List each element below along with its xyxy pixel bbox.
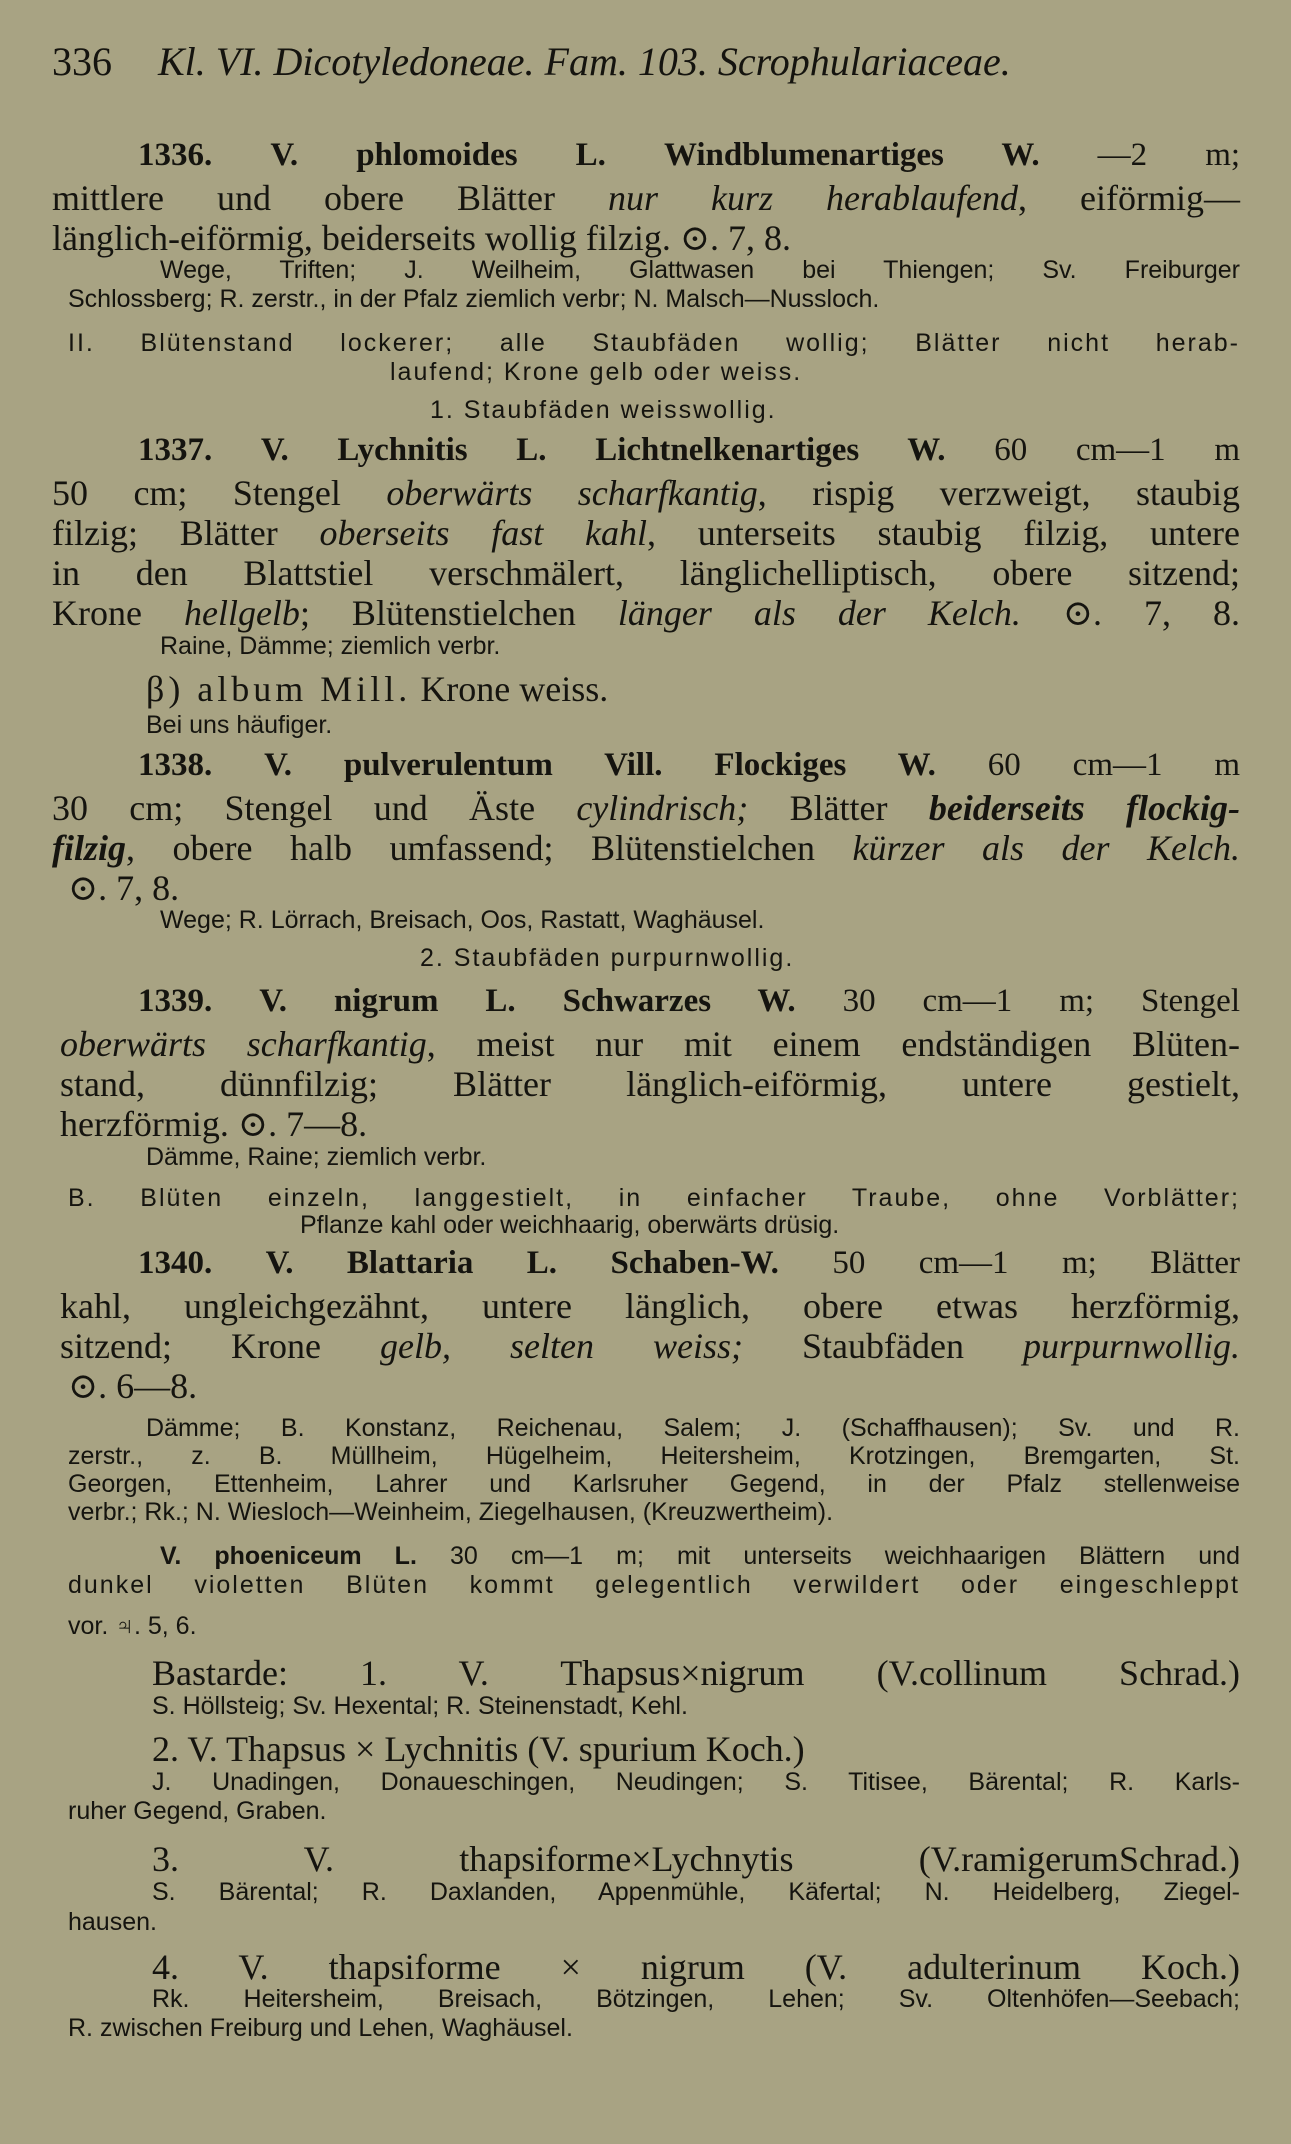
entry-number: 1338.: [138, 747, 213, 783]
entry-1340-heading: [60, 1245, 1240, 1282]
entry-1340-line-2: kahl, ungleichgezähnt, untere länglich, obere etwas herzförmig,: [60, 1286, 1240, 1326]
entry-1337-locations: Raine, Dämme; ziemlich verbr.: [160, 632, 501, 660]
entry-1336-locations-1: Wege, Triften; J. Weilheim, Glattwasen bei Thiengen; Sv. Freiburger: [160, 256, 1240, 284]
entry-1339-line-4: herzförmig. ⊙. 7—8.: [60, 1104, 368, 1144]
species-name: V. nigrum L.: [259, 983, 516, 1019]
entry-1337-heading: [60, 432, 1240, 469]
entry-1339-heading: [60, 983, 1240, 1020]
hybrid-4-locations-2: R. zwischen Freiburg und Lehen, Waghäusel.: [68, 2014, 573, 2042]
entry-1338-line-4: ⊙. 7, 8.: [68, 868, 180, 908]
entry-1337-line-5: Krone hellgelb; Blütenstielchen länger als der Kelch. ⊙. 7, 8.: [52, 593, 1241, 633]
hybrid-2-locations-1: J. Unadingen, Donaueschingen, Neudingen; S. Titisee, Bärental; R. Karls-: [152, 1768, 1240, 1796]
entry-1338-locations: Wege; R. Lörrach, Breisach, Oos, Rastatt, Waghäusel.: [160, 906, 765, 934]
hybrid-3: 3. V. thapsiforme×Lychnytis (V.ramigerumSchrad.): [152, 1839, 1240, 1879]
entry-number: 1336.: [138, 137, 213, 173]
entry-1338-heading: [60, 747, 1240, 784]
hybrid-4-locations-1: Rk. Heitersheim, Breisach, Bötzingen, Lehen; Sv. Oltenhöfen—Seebach;: [152, 1985, 1240, 2013]
entry-1337-line-2: 50 cm; Stengel oberwärts scharfkantig, rispig verzweigt, staubig: [52, 473, 1241, 513]
species-name: V. Lychnitis L.: [260, 432, 547, 468]
common-name: Schaben-W.: [610, 1245, 779, 1281]
group-b-key-1: B. Blüten einzeln, langgestielt, in einfacher Traube, ohne Vorblätter;: [68, 1184, 1240, 1212]
entry-1337-line-3: filzig; Blätter oberseits fast kahl, unterseits staubig filzig, untere: [52, 513, 1241, 553]
hybrid-3-locations-2: hausen.: [68, 1908, 157, 1936]
hybrid-1: Bastarde: 1. V. Thapsus×nigrum (V.collinum Schrad.): [152, 1653, 1240, 1693]
common-name: Lichtnelkenartiges W.: [595, 432, 946, 468]
entry-1339-line-3: stand, dünnfilzig; Blätter länglich-eiförmig, untere gestielt,: [60, 1064, 1240, 1104]
plant-size: 50 cm—1 m; Blätter: [832, 1245, 1241, 1281]
common-name: Flockiges W.: [714, 747, 936, 783]
entry-1337-variety: β) album Mill. Krone weiss.: [146, 669, 609, 709]
entry-1338-line-3: filzig, obere halb umfassend; Blütenstielchen kürzer als der Kelch.: [52, 828, 1241, 868]
phoeniceum-note-1: V. phoeniceum L. 30 cm—1 m; mit unterseits weichhaarigen Blättern und: [160, 1542, 1240, 1570]
entry-1336-line-2: mittlere und obere Blätter nur kurz herablaufend, eiförmig—: [52, 178, 1240, 218]
running-title: Kl. VI. Dicotyledoneae. Fam. 103. Scrophulariaceae.: [158, 39, 1011, 84]
entry-1336-line-3: länglich-eiförmig, beiderseits wollig filzig. ⊙. 7, 8.: [52, 218, 792, 258]
common-name: Windblumenartiges W.: [663, 137, 1040, 173]
plant-size: 60 cm—1 m: [987, 747, 1241, 783]
entry-1338-line-2: 30 cm; Stengel und Äste cylindrisch; Blätter beiderseits flockig-: [52, 788, 1241, 828]
plant-size: 30 cm—1 m; Stengel: [842, 983, 1241, 1019]
common-name: Schwarzes W.: [562, 983, 796, 1019]
hybrid-2: 2. V. Thapsus × Lychnitis (V. spurium Koch.): [152, 1729, 805, 1769]
species-name: V. pulverulentum Vill.: [264, 747, 663, 783]
plant-size: —2 m;: [1097, 137, 1241, 173]
entry-number: 1339.: [138, 983, 213, 1019]
entry-1340-line-4: ⊙. 6—8.: [68, 1366, 198, 1406]
page-number: 336: [52, 39, 112, 84]
phoeniceum-note-2: dunkel violetten Blüten kommt gelegentlich verwildert oder eingeschleppt: [68, 1571, 1240, 1599]
group-ii-key-1: II. Blütenstand lockerer; alle Staubfäden wollig; Blätter nicht herab-: [68, 329, 1240, 357]
entry-1337-line-4: in den Blattstiel verschmälert, länglichelliptisch, obere sitzend;: [52, 553, 1240, 593]
hybrid-1-locations: S. Höllsteig; Sv. Hexental; R. Steinenstadt, Kehl.: [152, 1692, 688, 1720]
entry-1340-locations-1: Dämme; B. Konstanz, Reichenau, Salem; J. (Schaffhausen); Sv. und R.: [146, 1414, 1240, 1442]
species-name: V. Blattaria L.: [265, 1245, 558, 1281]
entry-1340-locations-2: zerstr., z. B. Müllheim, Hügelheim, Heitersheim, Krotzingen, Bremgarten, St.: [68, 1442, 1240, 1470]
entry-1340-locations-3: Georgen, Ettenheim, Lahrer und Karlsruher Gegend, in der Pfalz stellenweise: [68, 1470, 1240, 1498]
entry-1336-heading: [60, 137, 1240, 174]
subgroup-2-key: 2. Staubfäden purpurnwollig.: [420, 944, 795, 972]
subgroup-1-key: 1. Staubfäden weisswollig.: [430, 396, 777, 424]
entry-1340-line-3: sitzend; Krone gelb, selten weiss; Staubfäden purpurnwollig.: [60, 1326, 1241, 1366]
entry-1337-variety-note: Bei uns häufiger.: [146, 711, 333, 739]
entry-number: 1340.: [138, 1245, 213, 1281]
plant-size: 60 cm—1 m: [994, 432, 1241, 468]
hybrid-4: 4. V. thapsiforme × nigrum (V. adulterinum Koch.): [152, 1947, 1240, 1987]
group-b-key-2: Pflanze kahl oder weichhaarig, oberwärts drüsig.: [300, 1211, 840, 1239]
hybrid-3-locations-1: S. Bärental; R. Daxlanden, Appenmühle, Käfertal; N. Heidelberg, Ziegel-: [152, 1878, 1240, 1906]
species-name: V. phlomoides L.: [270, 137, 606, 173]
entry-1339-line-2: oberwärts scharfkantig, meist nur mit einem endständigen Blüten-: [60, 1024, 1240, 1064]
entry-1340-locations-4: verbr.; Rk.; N. Wiesloch—Weinheim, Ziegelhausen, (Kreuzwertheim).: [68, 1498, 834, 1526]
phoeniceum-note-3: vor. ♃. 5, 6.: [68, 1612, 197, 1640]
entry-number: 1337.: [138, 432, 213, 468]
entry-1336-locations-2: Schlossberg; R. zerstr., in der Pfalz ziemlich verbr; N. Malsch—Nussloch.: [68, 285, 880, 313]
group-ii-key-2: laufend; Krone gelb oder weiss.: [390, 358, 803, 386]
hybrid-2-locations-2: ruher Gegend, Graben.: [68, 1797, 327, 1825]
entry-1339-locations: Dämme, Raine; ziemlich verbr.: [146, 1143, 487, 1171]
